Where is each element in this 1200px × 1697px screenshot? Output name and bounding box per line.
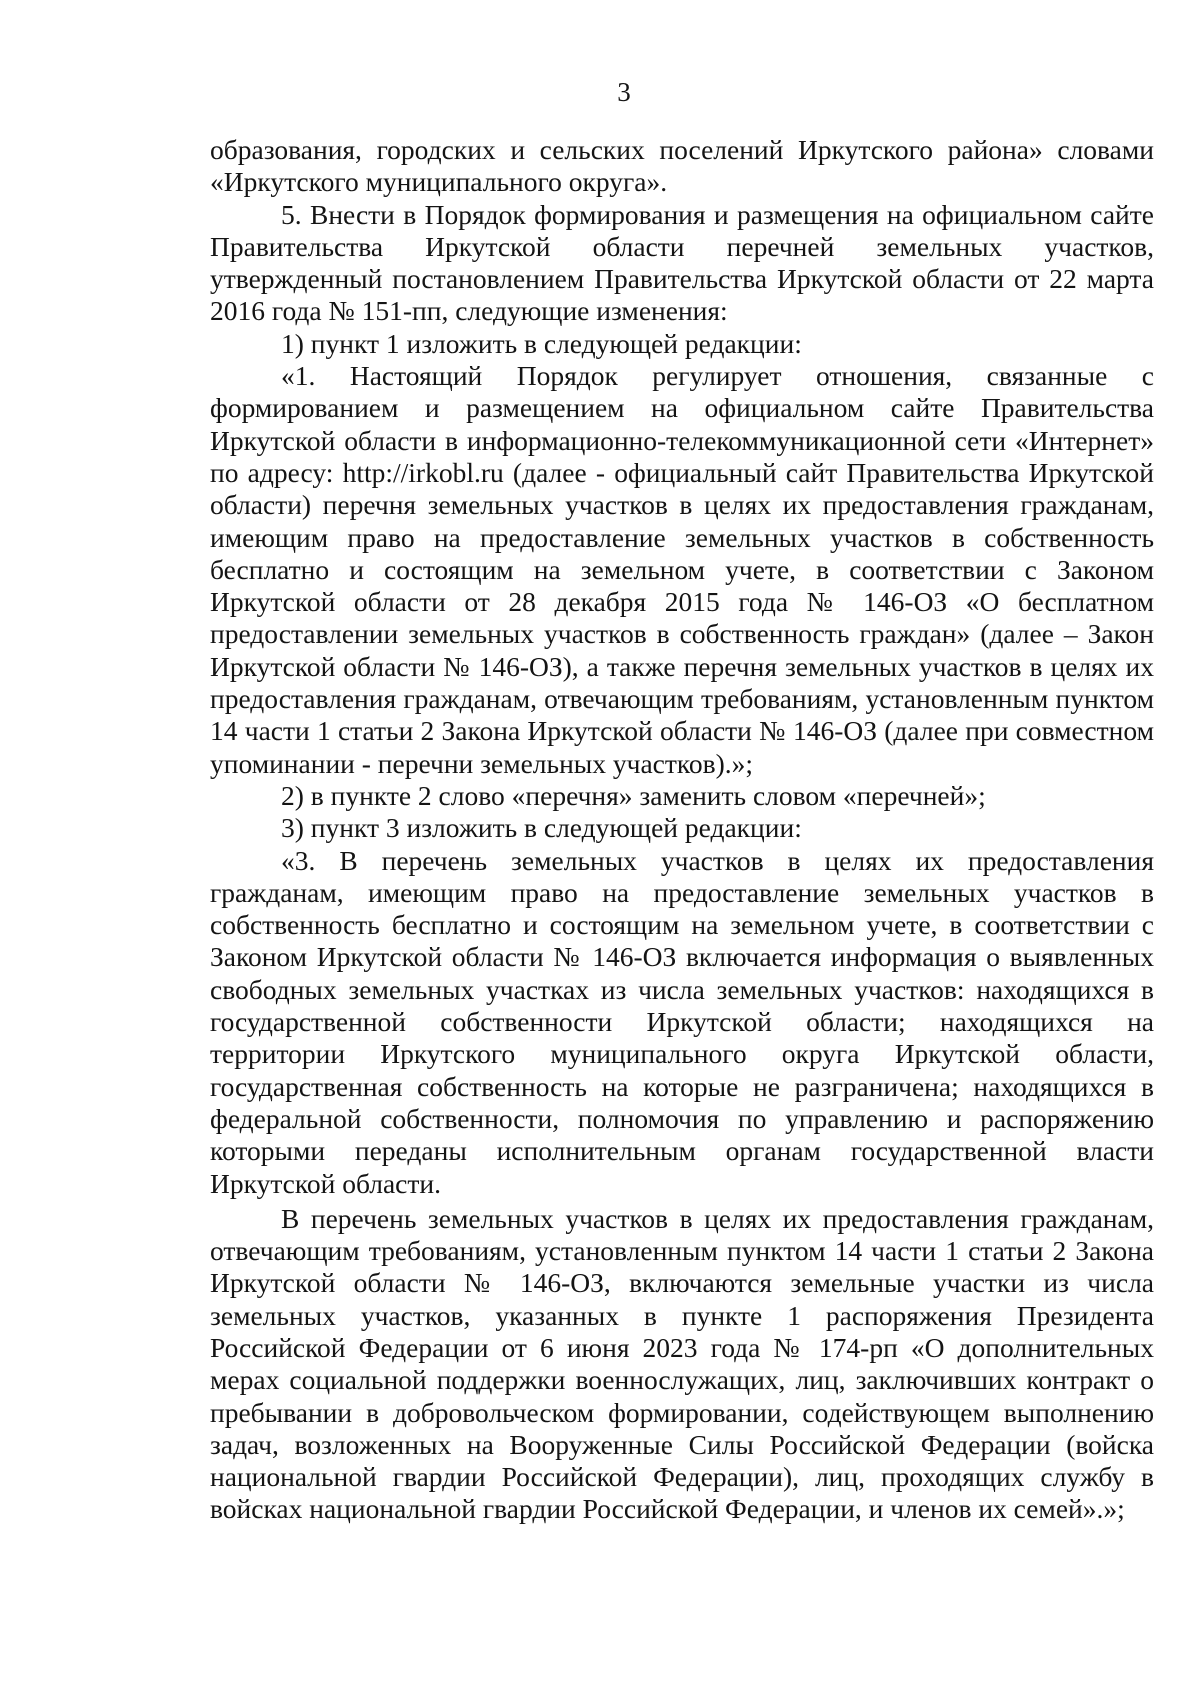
paragraph-subitem-2: 2) в пункте 2 слово «перечня» заменить словом «перечней»; xyxy=(281,779,986,811)
paragraph-continuation: образования, городских и сельских поселений Иркутского района» словами «Иркутского муниципального округа». xyxy=(210,134,1154,198)
paragraph-quoted-point-1: «1. Настоящий Порядок регулирует отношения, связанные с формированием и размещением на официальном сайте Правительства Иркутской области в информационно-телекоммуникационной сети «Интернет» по адресу: http://irkobl.ru (далее - официальный сайт Правительства Иркутской области) перечня земельных участков в целях их предоставления гражданам, имеющим право на предоставление земельных участков в собственность бесплатно и состоящим на земельном учете, в соответствии с Законом Иркутской области от 28 декабря 2015 года № 146-ОЗ «О бесплатном предоставлении земельных участков в собственность граждан» (далее – Закон Иркутской области № 146-ОЗ), а также перечня земельных участков в целях их предоставления гражданам, отвечающим требованиям, установленным пунктом 14 части 1 статьи 2 Закона Иркутской области № 146-ОЗ (далее при совместном упоминании - перечни земельных участков).»; xyxy=(210,360,1154,779)
document-body xyxy=(210,134,1154,1526)
paragraph-subitem-3: 3) пункт 3 изложить в следующей редакции: xyxy=(281,812,802,844)
paragraph-subitem-1: 1) пункт 1 изложить в следующей редакции: xyxy=(281,327,802,359)
paragraph-quoted-point-3: «3. В перечень земельных участков в целях их предоставления гражданам, имеющим право на предоставление земельных участков в собственность бесплатно и состоящим на земельном учете, в соответствии с Законом Иркутской области № 146-ОЗ включается информация о выявленных свободных земельных участках из числа земельных участков: находящихся в государственной собственности Иркутской области; находящихся на территории Иркутского муниципального округа Иркутской области, государственная собственность на которые не разграничена; находящихся в федеральной собственности, полномочия по управлению и распоряжению которыми переданы исполнительным органам государственной власти Иркутской области. xyxy=(210,844,1154,1199)
page-number: 3 xyxy=(617,77,631,107)
paragraph-point-3-second-part: В перечень земельных участков в целях их предоставления гражданам, отвечающим требованиям, установленным пунктом 14 части 1 статьи 2 Закона Иркутской области № 146-ОЗ, включаются земельные участки из числа земельных участков, указанных в пункте 1 распоряжения Президента Российской Федерации от 6 июня 2023 года № 174-рп «О дополнительных мерах социальной поддержки военнослужащих, лиц, заключивших контракт о пребывании в добровольческом формировании, содействующем выполнению задач, возложенных на Вооруженные Силы Российской Федерации (войска национальной гвардии Российской Федерации), лиц, проходящих службу в войсках национальной гвардии Российской Федерации, и членов их семей».»; xyxy=(210,1202,1154,1525)
paragraph-item-5: 5. Внести в Порядок формирования и размещения на официальном сайте Правительства Иркутской области перечней земельных участков, утвержденный постановлением Правительства Иркутской области от 22 марта 2016 года № 151-пп, следующие изменения: xyxy=(210,198,1154,327)
